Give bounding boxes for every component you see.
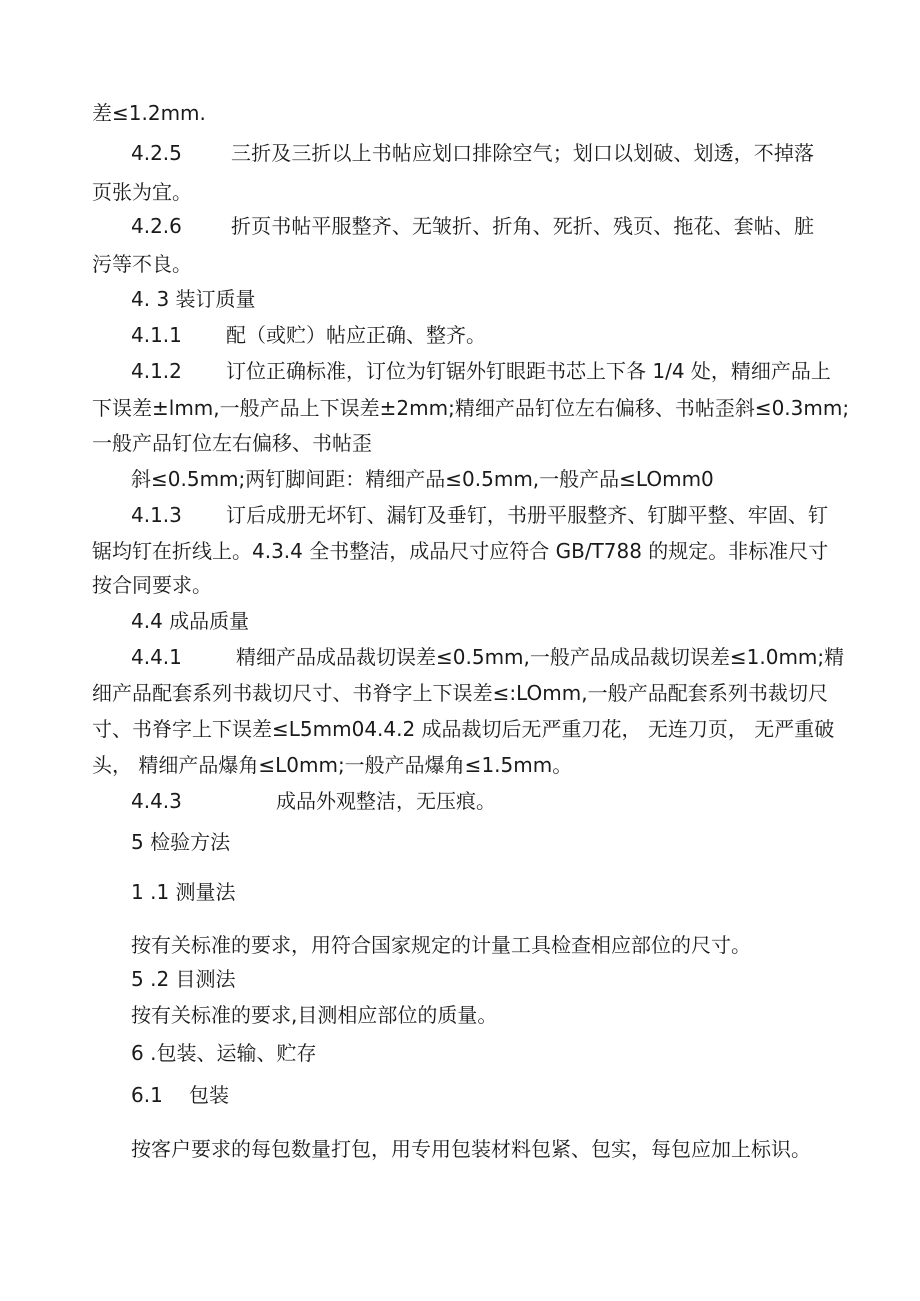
section-number: 4.1.1	[131, 323, 182, 347]
section-heading: 1 .1 测量法	[131, 880, 236, 904]
text-line: 订后成册无坏钉、漏钉及垂钉，书册平服整齐、钉脚平整、牢固、钉	[226, 503, 828, 527]
text-line: 寸、书脊字上下误差≤L5mm04.4.2 成品裁切后无严重刀花， 无连刀页， 无严重破	[92, 717, 835, 741]
section-number: 4.4.1	[131, 645, 182, 669]
text-line: 细产品配套系列书裁切尺寸、书脊字上下误差≤:LOmm,一般产品配套系列书裁切尺	[92, 681, 828, 705]
section-number: 4.2.5	[131, 141, 182, 165]
text-line: 头， 精细产品爆角≤L0mm;一般产品爆角≤1.5mm。	[92, 753, 573, 777]
section-heading: 5 检验方法	[131, 830, 231, 854]
section-number: 4.1.2	[131, 359, 182, 383]
text-line: 一般产品钉位左右偏移、书帖歪	[92, 431, 372, 455]
text-line: 按合同要求。	[92, 573, 212, 597]
section-number: 4.4.3	[131, 789, 182, 813]
text-line: 成品外观整洁，无压痕。	[276, 789, 496, 813]
section-heading: 4.4 成品质量	[131, 609, 250, 633]
text-line: 下误差±lmm,一般产品上下误差±2mm;精细产品钉位左右偏移、书帖歪斜≤0.3mm;	[92, 396, 850, 420]
section-number: 4.1.3	[131, 503, 182, 527]
text-line: 污等不良。	[92, 252, 192, 276]
section-heading: 包装	[189, 1083, 229, 1107]
section-number: 4.2.6	[131, 214, 182, 238]
text-line: 锯均钉在折线上。4.3.4 全书整洁，成品尺寸应符合 GB/T788 的规定。非标准尺寸	[92, 539, 829, 563]
text-line: 折页书帖平服整齐、无皱折、折角、死折、残页、拖花、套帖、脏	[231, 214, 814, 238]
text-line: 精细产品成品裁切误差≤0.5mm,一般产品成品裁切误差≤1.0mm;精	[236, 645, 845, 669]
text-line: 三折及三折以上书帖应划口排除空气；划口以划破、划透，不掉落	[231, 141, 814, 165]
section-heading: 5 .2 目测法	[131, 967, 236, 991]
text-line: 按客户要求的每包数量打包，用专用包装材料包紧、包实，每包应加上标识。	[131, 1137, 811, 1161]
text-line: 差≤1.2mm.	[92, 101, 206, 125]
text-line: 按有关标准的要求，用符合国家规定的计量工具检查相应部位的尺寸。	[131, 933, 751, 957]
text-line: 斜≤0.5mm;两钉脚间距：精细产品≤0.5mm,一般产品≤LOmm0	[131, 467, 714, 491]
text-line: 页张为宜。	[92, 180, 192, 204]
section-number: 6.1	[131, 1083, 163, 1107]
text-line: 按有关标准的要求,目测相应部位的质量。	[131, 1003, 498, 1027]
section-heading: 6 .包装、运输、贮存	[131, 1041, 317, 1065]
text-line: 订位正确标准，订位为钉锯外钉眼距书芯上下各 1/4 处，精细产品上	[226, 359, 831, 383]
section-heading: 4. 3 装订质量	[131, 287, 256, 311]
text-line: 配（或贮）帖应正确、整齐。	[226, 323, 486, 347]
